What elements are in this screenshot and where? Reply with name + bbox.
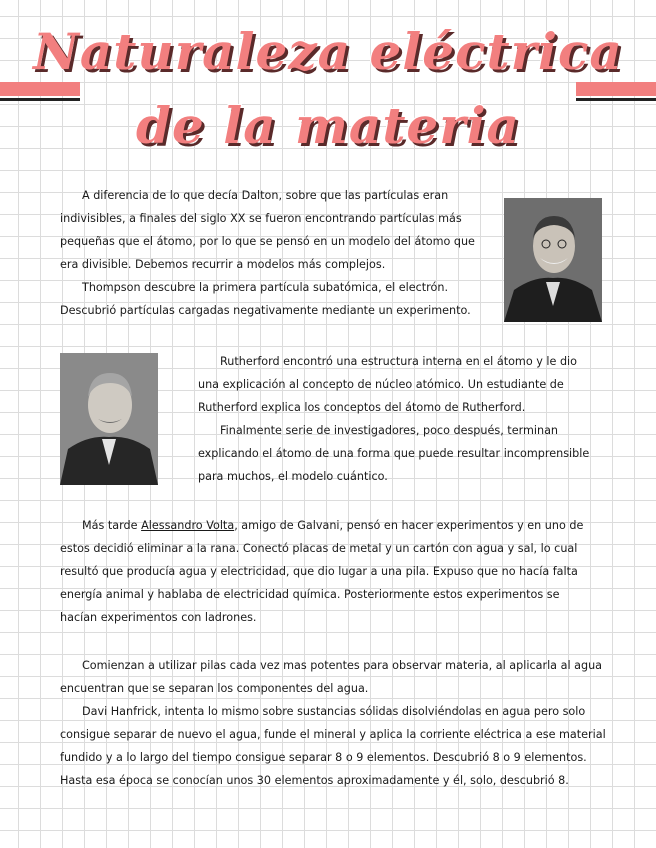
decorative-bar-left <box>0 82 80 96</box>
paragraph-text: A diferencia de lo que decía Dalton, sobre que las partículas eran indivisibles, a finales del siglo XX se fueron encontrando partículas más pequeñas que el átomo, por lo que se pensó en un modelo del átomo que era divisible. Debemos recurrir a modelos más complejos. <box>60 189 475 271</box>
portrait-photo-thomson <box>504 198 602 322</box>
portrait-illustration <box>60 353 158 485</box>
portrait-photo-rutherford <box>60 353 158 485</box>
paragraph-text: Comienzan a utilizar pilas cada vez mas potentes para observar materia, al aplicarla al agua encuentran que se separan los componentes del agua. <box>60 659 603 695</box>
portrait-illustration <box>504 198 602 322</box>
page-title-line-1: Naturaleza eléctrica <box>33 22 623 81</box>
link-alessandro-volta[interactable]: Alessandro Volta <box>141 519 235 532</box>
paragraph-text: Finalmente serie de investigadores, poco después, terminan explicando el átomo de una forma que puede resultar incomprensible para muchos, el modelo cuántico. <box>198 424 590 483</box>
decorative-bar-right <box>576 82 656 96</box>
paragraph-rutherford <box>198 350 596 488</box>
paragraph-text <box>60 514 600 629</box>
paragraph-text: Thompson descubre la primera partícula subatómica, el electrón. Descubrió partículas cargadas negativamente mediante un experimento. <box>60 281 471 317</box>
paragraph-volta <box>60 514 600 629</box>
paragraph-pilas-elementos <box>60 654 620 792</box>
paragraph-dalton-thompson <box>60 184 492 322</box>
text-run: , amigo de Galvani, pensó en hacer experimentos y en uno de estos decidió eliminar a la rana. Conectó placas de metal y un cartón con agua y sal, lo cual resultó que producía agua y electricidad, que dio lugar a una pila. Expuso que no hacía falta energía animal y hablaba de electricidad química. Posteriormente estos experimentos se hacían experimentos con ladrones. <box>60 519 584 624</box>
page-title-line-2: de la materia <box>136 96 520 155</box>
text-run: Más tarde <box>82 519 142 532</box>
paragraph-text: Davi Hanfrick, intenta lo mismo sobre sustancias sólidas disolviéndolas en agua pero solo consigue separar de nuevo el agua, funde el mineral y aplica la corriente eléctrica a ese material fundido y a lo largo del tiempo consigue separar 8 o 9 elementos. Descubrió 8 o 9 elementos. Hasta esa época se conocían unos 30 elementos aproximadamente y él, solo, descubrió 8. <box>60 705 606 787</box>
paragraph-text: Rutherford encontró una estructura interna en el átomo y le dio una explicación al concepto de núcleo atómico. Un estudiante de Rutherford explica los conceptos del átomo de Rutherford. <box>198 355 577 414</box>
